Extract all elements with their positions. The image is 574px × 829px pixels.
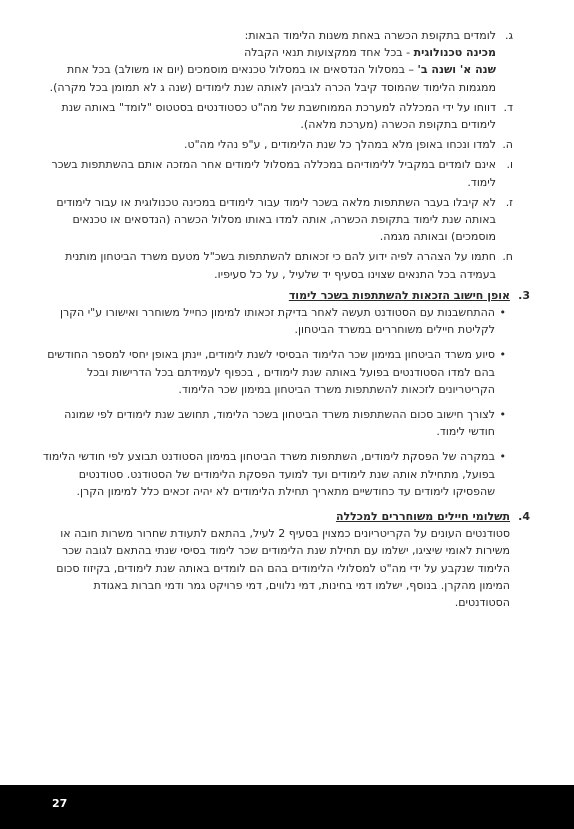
bullet-icon: • xyxy=(499,408,506,422)
item-text: דווחו על ידי המכללה למערכת הממוחשבת של מה"ט כסטודנטים בסטטוס "לומד" באותה שנת לימודים בתקופת הכשרה (מערכת מלאה). xyxy=(61,100,496,132)
section-number: 4. xyxy=(518,510,530,524)
list-item-d xyxy=(0,99,574,133)
list-item-het xyxy=(0,248,574,282)
list-item-h xyxy=(0,136,574,153)
item-label: ז. xyxy=(505,195,513,209)
bullet-icon: • xyxy=(499,450,506,464)
section-3 xyxy=(0,287,574,304)
document-body xyxy=(0,27,574,611)
sub-rest: - בכל אחד ממקצועות תנאי הקבלה xyxy=(244,46,414,60)
item-sub-1 xyxy=(40,44,496,61)
bullet-icon: • xyxy=(499,348,506,362)
item-label: ח. xyxy=(502,250,513,264)
item-label: ה. xyxy=(502,138,513,152)
section-number: 3. xyxy=(518,288,530,302)
list-item-v xyxy=(0,156,574,190)
item-intro: לומדים בתקופת הכשרה באחת משנות הלימוד הבאות: xyxy=(244,29,496,42)
item-text: חתמו על הצהרה לפיה ידוע להם כי זכאותם להשתתפות בשכ"ל מטעם משרד הביטחון מותנית בעמידה בכל התנאים שצוינו בסעיף יד שלעיל , על כל סעיפיו. xyxy=(65,250,496,281)
page-footer xyxy=(0,785,574,829)
item-label: ד. xyxy=(503,100,513,114)
bullet-icon: • xyxy=(499,306,506,320)
bullet-text: סיוע משרד הביטחון במימון שכר הלימוד הבסיסי לשנת לימודים, יינתן באופן יחסי למספר החודשים בהם למדו הסטודנטים בפועל באותה שנת לימודים , בכפוף לעמידתם בכל הדרישות ובכל הקריטריונים לזכאות להשתתפות משרד הביטחון במימון שכר הלימוד. xyxy=(47,348,495,396)
section-title: תשלומי חיילים משוחררים למכללה xyxy=(335,510,510,524)
list-item-z xyxy=(0,194,574,246)
bullet-item xyxy=(0,448,574,500)
section-paragraph: סטודנטים העונים על הקריטריונים כמצוין בסעיף 2 לעיל, בהתאם לתעודת שחרור משרות חובה או משירות לאומי שיציגו, ישלמו עם תחילת שנת הלימודים שכר לימוד בסיסי שנתי בהתאם לגובה שכר הלימוד שנקבע על ידי מה"ט למסלולי הלימודים בהם הם לומדים באותה שנת לימודים, בקיזוז סכום המימון מהקרן. בנוסף, ישלמו דמי בחינות, דמי נלווים, דמי פרויקט גמר ודמי חברות באגודת הסטודנטים. xyxy=(56,527,510,610)
item-sub-2 xyxy=(40,61,496,95)
item-text: לא קיבלו בעבר השתתפות מלאה בשכר לימוד עבור לימודים במכינה טכנולוגית או עבור לימודים באותה שנת לימוד בתקופת הכשרה, אותה למדו באותו מסלול הכשרה (הנדסאים או טכנאים מוסמכים) ובאותה מגמה. xyxy=(56,195,496,244)
bullet-text: במקרה של הפסקת לימודים, השתתפות משרד הביטחון במימון הסטודנט תבוצע לפי חודשי הלימוד בפועל, מתחילת אותה שנת לימודים ועד למועד הפסקת הלימודים של הסטודנט. סטודנטים שהפסיקו לימודים עד כחודשיים מתאריך תחילת הלימודים לא יהיה זכאים כלל למימון הקרן. xyxy=(42,450,495,498)
bullet-item xyxy=(0,406,574,440)
bullet-item xyxy=(0,346,574,398)
item-text: למדו ונכחו באופן מלא במהלך כל שנת הלימודים , ע"פ נהלי מה"ט. xyxy=(183,138,496,152)
sub-bold: מכינה טכנולוגית xyxy=(413,46,496,60)
item-label: ו. xyxy=(506,158,513,172)
section-title: אופן חישוב הזכאות להשתתפות בשכר לימוד xyxy=(288,288,510,302)
page-number: 27 xyxy=(52,797,68,810)
bullet-text: לצורך חישוב סכום ההשתתפות משרד הביטחון בשכר הלימוד, תחושב שנת לימודים לפי שמונה חודשי לימוד. xyxy=(64,408,495,439)
sub-rest: – במסלול הנדסאים או במסלול טכנאים מוסמכים (יום או משולב) בכל אחת ממגמות הלימוד שהמוסד קיבל הכרה לגביהן לאותה שנת לימודים (שנה ג לא תמומן בכל מקרה). xyxy=(49,63,496,94)
bullet-text: ההתחשבנות עם הסטודנט תעשה לאחר בדיקת זכאותו למימון כחייל משוחרר ואישורו ע"י הקרן לקליטת חיילים משוחררים במשרד הביטחון. xyxy=(60,306,495,337)
section-4 xyxy=(0,508,574,525)
item-label: ג. xyxy=(504,29,513,42)
bullet-item xyxy=(0,304,574,338)
list-item-g xyxy=(0,27,574,96)
sub-bold: שנה א' ושנה ב' xyxy=(417,63,496,77)
item-text xyxy=(40,27,496,96)
item-text: אינם לומדים במקביל ללימודיהם במכללה במסלול לימודים אחר המזכה אותם בהשתתפות בשכר לימוד. xyxy=(51,158,496,189)
